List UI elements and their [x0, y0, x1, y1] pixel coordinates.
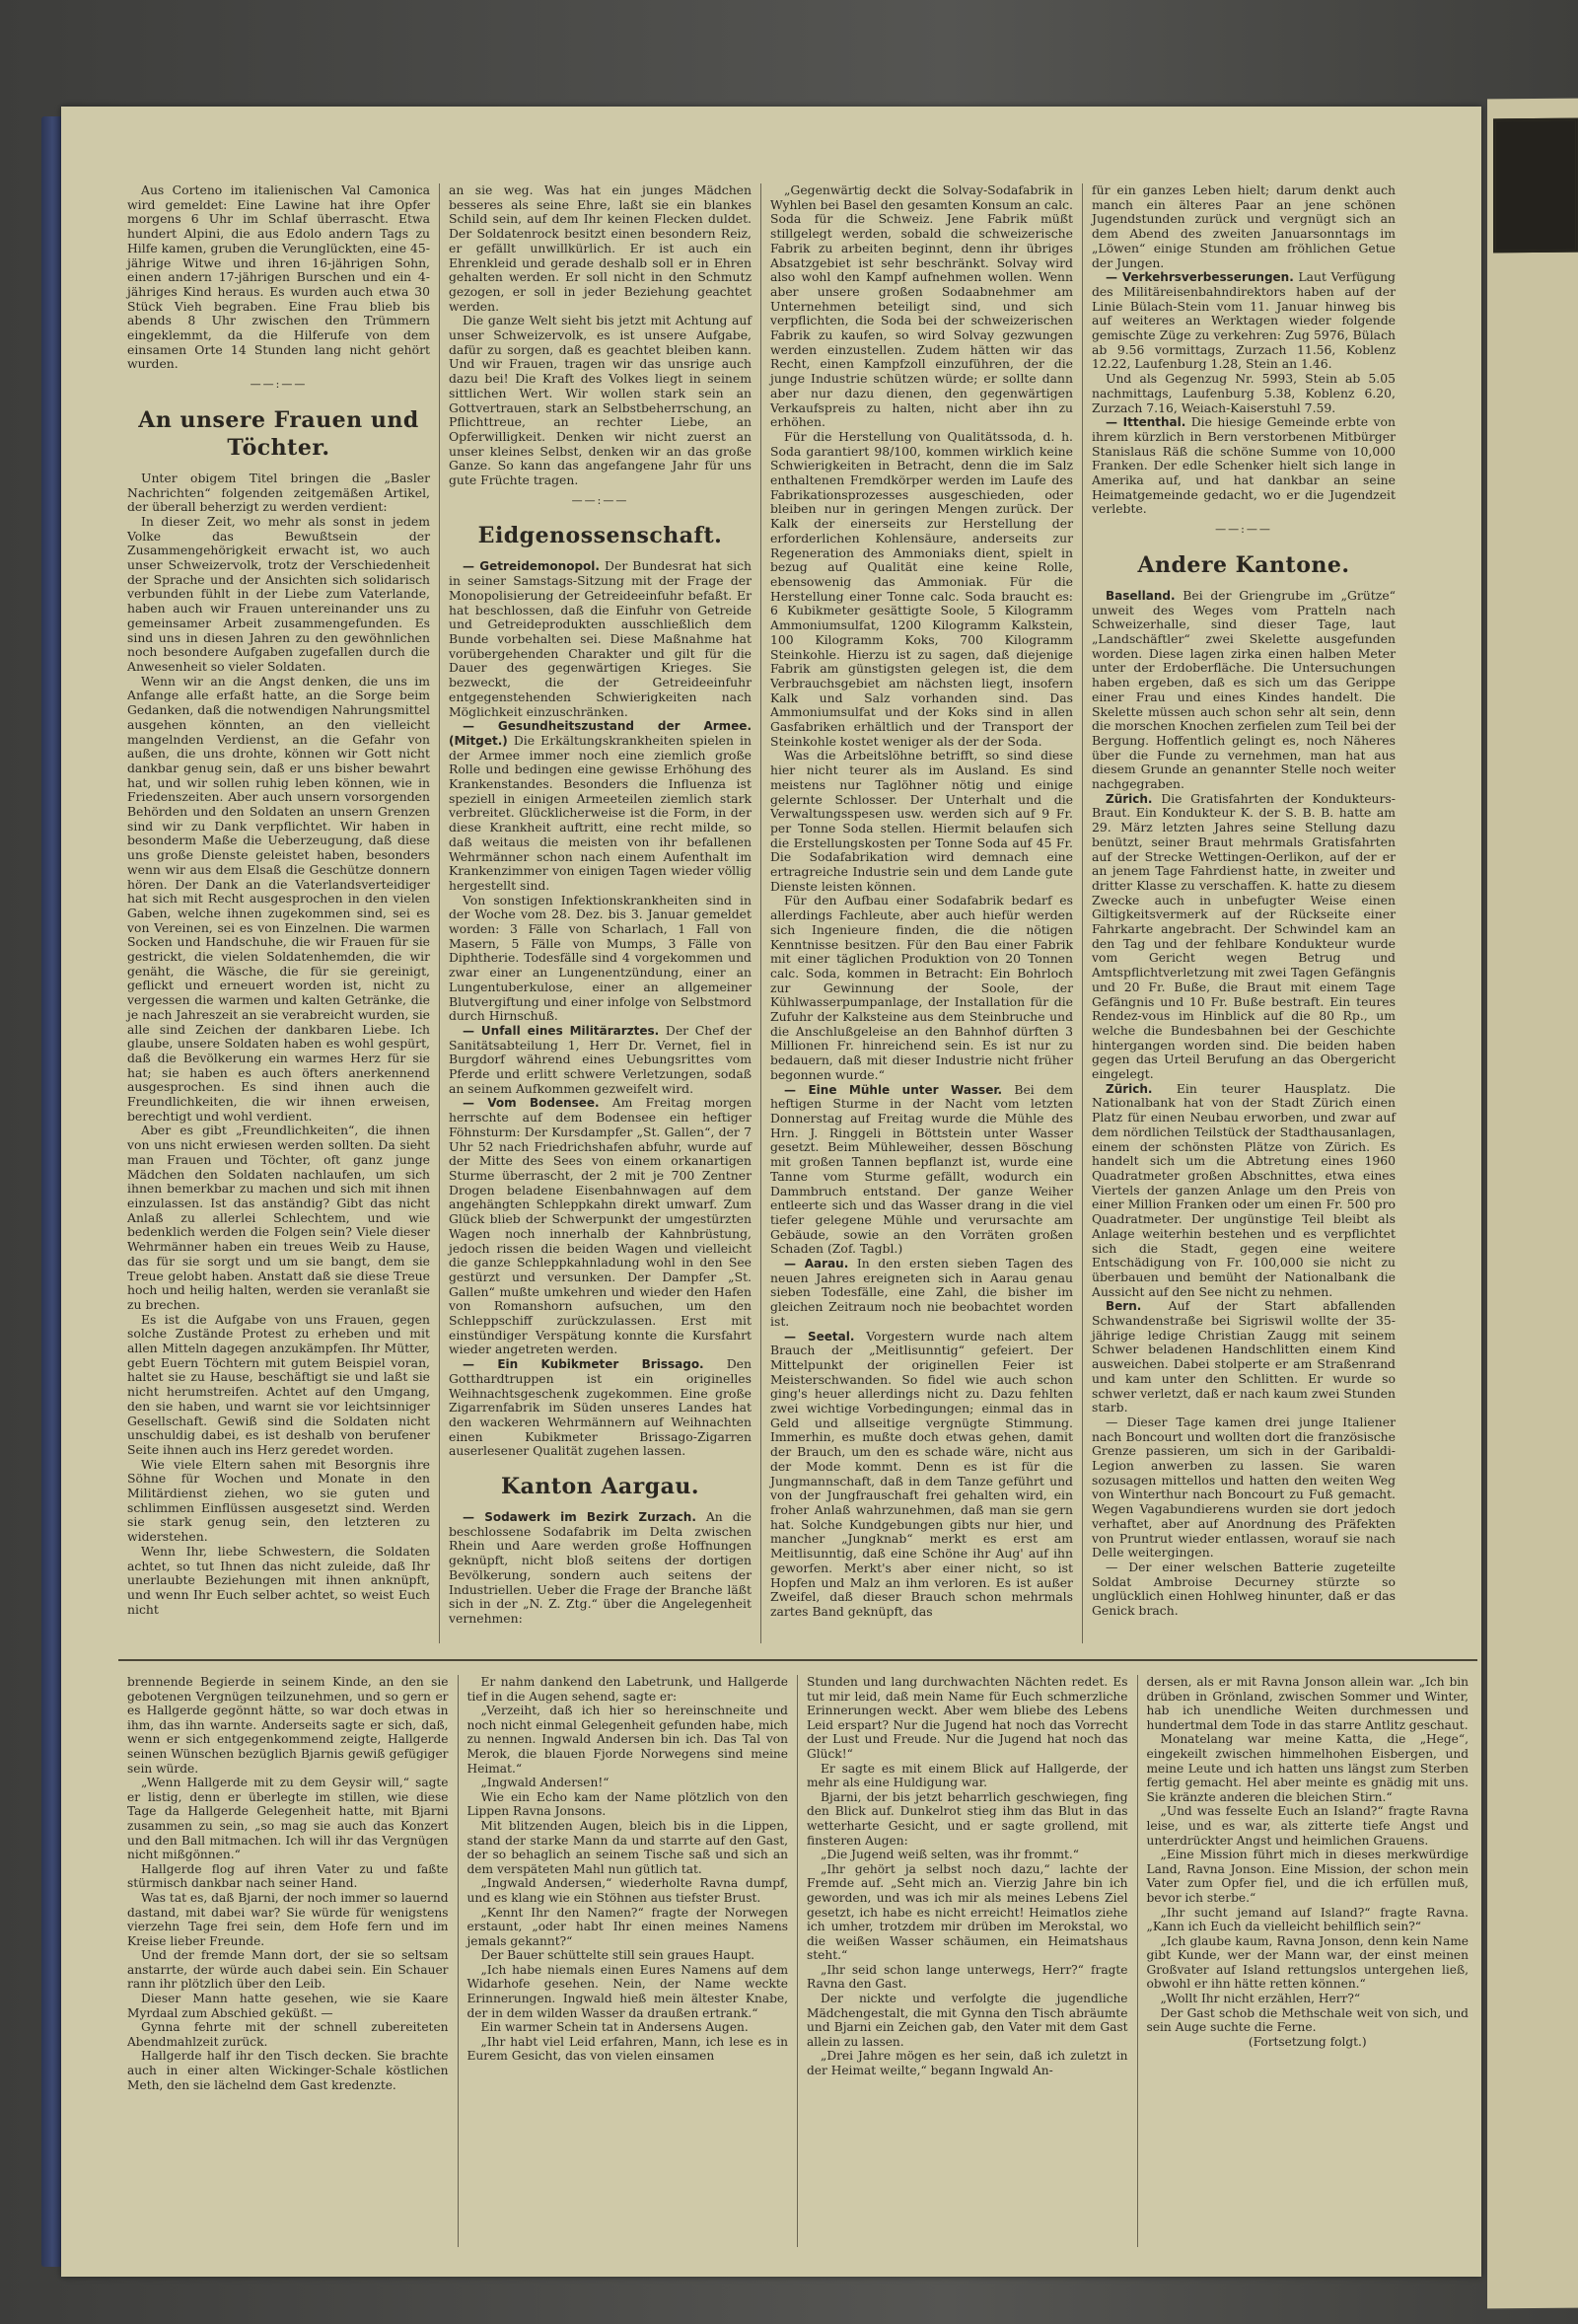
news-item-title: — Eine Mühle unter Wasser.	[784, 1082, 1003, 1097]
paragraph: Hallgerde flog auf ihren Vater zu und faßte stürmisch dankbar nach seiner Hand.	[127, 1861, 449, 1891]
news-item-body: Der Bundesrat hat sich in seiner Samstags-Sitzung mit der Frage der Monopolisierung der Getreideeinfuhr befaßt. Er hat beschlossen, daß die Einfuhr von Getreide und Getreideprodukten ausschließlich dem Bunde vorbehalten sei. Diese Maßnahme hat vorübergehenden Charakter und gilt für die Dauer des gegenwärtigen Krieges. Sie bezweckt, die der Getreideeinfuhr entgegenstehenden Schwierigkeiten nach Möglichkeit einzuschränken.	[449, 558, 752, 719]
news-item-body: Ein teurer Hausplatz. Die Nationalbank hat von der Stadt Zürich einen Platz für einen Neubau erworben, und zwar auf dem nördlichen Teilstück der Stadthausanlagen, einem der schönsten Plätze von Zürich. Es handelt sich um die Abtretung eines 1960 Quadratmeter großen Abschnittes, etwa eines Viertels der ganzen Anlage um den Preis von einer Million Franken oder um einen Fr. 500 pro Quadratmeter. Der ungünstige Teil bleibt als Anlage weiterhin bestehen und es verpflichtet sich die Stadt, gegen eine weitere Entschädigung von Fr. 100,000 sie nicht zu überbauen und bemüht der Nationalbank die Aussicht auf den See nicht zu nehmen.	[1092, 1080, 1396, 1299]
paragraph: Ein warmer Schein tat in Andersens Augen.	[480, 2020, 749, 2035]
news-item	[1092, 792, 1396, 1082]
news-item	[449, 1096, 752, 1357]
paragraph: „Wenn Hallgerde mit zu dem Geysir will,“ sagte er listig, denn er überlegte im stillen, wie diese Tage da Hallgerde Gelegenheit hatte, mit Bjarni zusammen zu sein, „so mag sie auch das Konzert und den Ball mitmachen. Ich will ihr das Vergnügen nicht mißgönnen.“	[127, 1776, 449, 1862]
news-item-title: — Seetal.	[784, 1329, 855, 1344]
news-item-body: Die hiesige Gemeinde erbte von ihrem kürzlich in Bern verstorbenen Mitbürger Stanislaus Räß die schöne Summe von 10,000 Franken. Der edle Schenker hielt sich lange in Amerika auf, und hat dankbar an seine Heimatgemeinde gedacht, wo er die Jugendzeit verlebte.	[1092, 414, 1396, 517]
news-item-title: Baselland.	[1106, 588, 1176, 603]
column-4	[1083, 183, 1404, 1643]
paragraph: Und als Gegenzug Nr. 5993, Stein ab 5.05 nachmittags, Laufenburg 5.38, Koblenz 6.20, Zurzach 7.16, Weiach-Kaiserstuhl 7.59.	[1092, 371, 1396, 415]
news-item-body: Der Chef der Sanitätsabteilung 1, Herr Dr. Vernet, fiel in Burgdorf während eines Uebungsrittes vom Pferde und erlitt schwere Verletzungen, sodaß an seinem Aufkommen gezweifelt wird.	[449, 1022, 752, 1096]
paragraph: „Wollt Ihr nicht erzählen, Herr?“	[1160, 1992, 1361, 2006]
feuilleton-column-4	[1138, 1675, 1478, 2247]
paragraph: „Und was fesselte Euch an Island?“ fragte Ravna leise, und es war, als zitterte tiefe Angst und unterdrückter Angst und heimlichen Grauens.	[1146, 1804, 1469, 1848]
news-item	[1092, 270, 1396, 372]
news-item	[1092, 1299, 1396, 1416]
paragraph: Von sonstigen Infektionskrankheiten sind in der Woche vom 28. Dez. bis 3. Januar gemeldet worden: 3 Fälle von Scharlach, 1 Fall von Masern, 5 Fälle von Mumps, 3 Fälle von Diphtherie. Todesfälle sind 4 vorgekommen und zwar einer an Lungenentzündung, einer an Lungentuberkulose, einer an allgemeiner Blutvergiftung und einer infolge von Selbstmord durch Hirnschuß.	[449, 892, 752, 1024]
article-headline: An unsere Frauen und Töchter.	[138, 406, 419, 461]
paragraph: — Dieser Tage kamen drei junge Italiener nach Boncourt und wollten dort die französische Grenze passieren, um sich in der Garibaldi-Legion anwerben zu lassen. Sie waren sozusagen mittellos und hatten den weiten Weg von Winterthur nach Boncourt zu Fuß gemacht. Wegen Vagabundierens wurden sie dort jedoch verhaftet, aber auf Anordnung des Präfekten von Pruntrut wieder entlassen, worauf sie nach Delle weitergingen.	[1092, 1414, 1396, 1561]
paragraph: Aber es gibt „Freundlichkeiten“, die ihnen von uns nicht erwiesen werden sollten. Da sieht man Frauen und Töchter, oft ganz junge Mädchen den Soldaten nachlaufen, um sich ihnen bemerkbar zu machen und sich mit ihnen einzulassen. Ist das anständig? Gibt das nicht Anlaß zu allerlei Schlechtem, und wie bedenklich werden die Folgen sein? Viele dieser Wehrmänner haben ein treues Weib zu Hause, das für sie sorgt und um sie bangt, dem sie Treue gelobt haben. Anstatt daß sie diese Treue hoch und heilig halten, werden sie veranlaßt sie zu brechen.	[127, 1123, 430, 1312]
paragraph: Er nahm dankend den Labetrunk, und Hallgerde tief in die Augen sehend, sagte er:	[466, 1675, 788, 1704]
paragraph: — Der einer welschen Batterie zugeteilte Soldat Ambroise Decurney stürzte so unglücklich einen Hohlweg hinunter, daß er das Genick brach.	[1092, 1559, 1396, 1619]
feuilleton-section	[118, 1675, 1477, 2247]
news-item-body: Vorgestern wurde nach altem Brauch der „Meitlisunntig“ gefeiert. Der Mittelpunkt der originellen Feier ist Meisterschwanden. So fidel wie auch schon ging's heuer allerdings nicht zu. Dazu fehlten zwei wichtige Vorbedingungen; einmal das in Geld und allseitige vergnügte Stimmung. Immerhin, es mußte doch etwas gehen, damit der Brauch, um den es schade wäre, nicht aus der Mode kommt. Denn es ist für die Jungmannschaft, daß in dem Tanze geführt und von der Jungfrauschaft frei gehalten wird, ein froher Anlaß wahrzunehmen, daß man sie gern hat. Solche Kundgebungen gibts nur hier, und mancher „Jungknab“ merkt es erst am Meitlisunntig, daß eine Schöne ihr Aug' auf ihn geworfen. Merkt's aber einer nicht, so ist Hopfen und Malz an ihm verloren. Es ist außer Zweifel, daß dieser Brauch schon mehrmals zartes Band geknüpft, das	[770, 1328, 1073, 1619]
news-item-body: Laut Verfügung des Militäreisenbahndirektors haben auf der Linie Bülach-Stein vom 11. Januar hinweg bis auf weiteres an Werktagen wieder folgende gemischte Züge zu verkehren: Zug 5976, Bülach ab 9.56 vormittags, Zurzach 11.56, Koblenz 12.22, Laufenburg 1.28, Stein an 1.46.	[1092, 269, 1396, 372]
paragraph: „Verzeiht, daß ich hier so hereinschneite und noch nicht einmal Gelegenheit gefunden habe, mich zu nennen. Ingwald Andersen bin ich. Das Tal von Merok, die blauen Fjorde Norwegens sind meine Heimat.“	[466, 1704, 788, 1776]
paragraph: „Gegenwärtig deckt die Solvay-Sodafabrik in Wyhlen bei Basel den gesamten Konsum an calc. Soda für die Schweiz. Jene Fabrik müßt stillgelegt werden, sobald die schweizerische Fabrik zu arbeiten beginnt, denn ihr übriges Absatzgebiet ist sehr beschränkt. Solvay wird also wohl den Kampf aufnehmen wollen. Wenn aber unsere großen Sodaabnehmer am Unternehmen beteiligt sind, und sich verpflichten, die Soda bei der schweizerischen Fabrik zu kaufen, so wird Solvay gezwungen werden einzustellen. Zudem hätten wir das Recht, einen Kampfzoll einzuführen, der die junge Industrie schützen würde; er sollte dann aber nur dazu dienen, den gegenwärtigen Verkaufspreis zu halten, nicht aber ihn zu erhöhen.	[770, 183, 1073, 430]
section-separator: ——:——	[250, 378, 308, 392]
news-item	[1092, 1082, 1396, 1300]
news-item-body: Bei dem heftigen Sturme in der Nacht vom letzten Donnerstag auf Freitag wurde die Mühle des Hrn. J. Ringgeli in Böttstein unter Wasser gesetzt. Beim Mühleweiher, dessen Böschung mit großen Tannen bepflanzt ist, wurde eine Tanne vom Sturme gefällt, wodurch ein Dammbruch entstand. Der ganze Weiher entleerte sich und das Wasser drang in die viel tiefer gelegene Mühle und verursachte am Gebäude, sowie an den Vorräten großen Schaden (Zof. Tagbl.)	[770, 1081, 1073, 1257]
news-item	[449, 1510, 752, 1627]
paragraph: Dieser Mann hatte gesehen, wie sie Kaare Myrdaal zum Abschied geküßt. —	[127, 1992, 449, 2020]
news-item-title: — Unfall eines Militärarztes.	[463, 1023, 660, 1038]
newspaper-page	[61, 107, 1481, 2277]
paragraph: „Ihr sucht jemand auf Island?“ fragte Ravna. „Kann ich Euch da vielleicht behilflich sein?“	[1146, 1905, 1469, 1934]
paragraph: Wenn Ihr, liebe Schwestern, die Soldaten achtet, so tut Ihnen das nicht zuleide, daß Ihr unerlaubte Beziehungen mit ihnen anknüpft, und wenn Ihr Euch selber achtet, so weist Euch nicht	[127, 1543, 430, 1617]
paragraph: „Ihr habt viel Leid erfahren, Mann, ich lese es in Eurem Gesicht, das von vielen einsamen	[466, 2034, 788, 2064]
paragraph: Die ganze Welt sieht bis jetzt mit Achtung auf unser Schweizervolk, es ist unsere Aufgabe, dafür zu sorgen, daß es geachtet bleiben kann. Und wir Frauen, tragen wir das unsrige auch dazu bei! Die Kraft des Volkes liegt in seinem sittlichen Wert. Wir wollen stark sein an Gottvertrauen, stark an Selbstbeherrschung, an Pflichttreue, an rechter Liebe, an Opferwilligkeit. Denken wir nicht zuerst an unser kleines Selbst, denken wir an das große Ganze. So kann das angefangene Jahr für uns gute Früchte tragen.	[449, 313, 752, 488]
news-item-title: — Verkehrsverbesserungen.	[1106, 270, 1294, 285]
paragraph: Für den Aufbau einer Sodafabrik bedarf es allerdings Fachleute, aber auch hiefür werden sich Ingenieure finden, die die nötigen Kenntnisse besitzen. Für den Bau einer Fabrik mit einer täglichen Produktion von 20 Tonnen calc. Soda, kommen in Betracht: Ein Bohrloch zur Gewinnung der Soole, der Kühlwasserpumpanlage, der Installation für die Zufuhr der Kalksteine aus dem Steinbruche und die Anschlußgeleise an den Bahnhof dürften 3 Millionen Fr. hinreichend sein. Es ist nur zu bedauern, daß mit dieser Industrie nicht früher begonnen wurde.“	[770, 893, 1073, 1082]
adjacent-page-ad	[1493, 118, 1578, 254]
news-item-body: Auf der Start abfallenden Schwandenstraße bei Sigriswil wollte der 35-jährige ledige Christian Zaugg mit seinem Schwer beladenen Handschlitten einem Kind ausweichen. Dabei stolperte er am Straßenrand und kam unter den Schlitten. Er wurde so schwer verletzt, daß er nach kaum zwei Stunden starb.	[1092, 1298, 1396, 1416]
section-headline: Eidgenossenschaft.	[477, 523, 723, 549]
paragraph: an sie weg. Was hat ein junges Mädchen besseres als seine Ehre, laßt sie ein blankes Schild sein, auf dem Ihr keinen Flecken duldet. Der Soldatenrock besitzt einen besondern Reiz, er gefällt unwillkürlich. Er ist auch ein Ehrenkleid und gerade deshalb soll er in Ehren gehalten werden. Er soll nicht in den Schmutz gezogen, er soll in jeder Beziehung geachtet werden.	[449, 183, 752, 314]
paragraph: Bjarni, der bis jetzt beharrlich geschwiegen, fing den Blick auf. Dunkelrot stieg ihm das Blut in das wetterharte Gesicht, und er sagte grollend, mit finsteren Augen:	[807, 1789, 1128, 1848]
paragraph: Der Gast schob die Methschale weit von sich, und sein Auge suchte die Ferne.	[1146, 2005, 1469, 2035]
section-headline: Andere Kantone.	[1137, 551, 1350, 578]
paragraph: für ein ganzes Leben hielt; darum denkt auch manch ein älteres Paar an jene schönen Jugendstunden zurück und vergnügt sich an dem Abend des zweiten Januarsonntags im „Löwen“ einige Stunden am fröhlichen Getue der Jungen.	[1092, 183, 1396, 270]
upper-section	[118, 183, 1477, 1643]
news-item-body: Den Gotthardtruppen ist ein originelles Weihnachtsgeschenk zugekommen. Eine große Zigarrenfabrik im Süden unseres Landes hat den wackeren Wehrmännern auf Weihnachten einen Kubikmeter Brissago-Zigarren auserlesener Qualität zugehen lassen.	[449, 1356, 752, 1459]
paragraph: Wenn wir an die Angst denken, die uns im Anfange alle erfaßt hatte, an die Sorge beim Gedanken, daß die notwendigen Nahrungsmittel ausgehen könnten, an den vielleicht mangelnden Verdienst, an die Gefahr von außen, die uns drohte, können wir Gott nicht dankbar genug sein, daß er uns bisher bewahrt hat, und wir sollen ruhig leben können, wie in Friedenszeiten. Aber auch unsern vorsorgenden Behörden und den Soldaten an unsern Grenzen sind wir zu Dank verpflichtet. Wir haben in besonderm Maße die Ueberzeugung, daß diese uns große Dienste geleistet haben, besonders wenn wir aus dem Elsaß die Geschütze donnern hören. Der Dank an die Vaterlandsverteidiger hat sich mit Recht ausgesprochen in den vielen Gaben, welche ihnen zugekommen sind, sei es von Vereinen, sei es von Einzelnen. Die warmen Socken und Handschuhe, die wir Frauen für sie gestrickt, die vielen Soldatenhemden, die wir genäht, die Wäsche, die für sie gereinigt, geflickt und erneuert worden ist, nicht zu vergessen die warmen und kalten Getränke, die je nach Jahreszeit an sie verabreicht wurden, sie alle sind Zeichen der dankbaren Liebe. Ich glaube, unsere Soldaten haben es wohl gespürt, daß die Bevölkerung ein warmes Herz für sie hat; sie haben es auch öfters anerkennend ausgesprochen. Es sind ihnen auch die Freundlichkeiten, die wir ihnen erweisen, berechtigt und wohl verdient.	[127, 673, 430, 1124]
news-item	[449, 1024, 752, 1097]
paragraph: „Die Jugend weiß selten, was ihr frommt.“	[821, 1848, 1080, 1862]
news-item	[770, 1257, 1073, 1330]
paragraph: In dieser Zeit, wo mehr als sonst in jedem Volke das Bewußtsein der Zusammengehörigkeit erwacht ist, wo auch unser Schweizervolk, trotz der Verschiedenheit der Sprache und der Ansichten sich solidarisch verbunden fühlt in der Liebe zum Vaterlande, haben auch wir Frauen untereinander uns zu gemeinsamer Arbeit zusammengefunden. Es sind uns in diesen Jahren zu den gewöhnlichen noch besondere Aufgaben zugefallen durch die Anwesenheit so vieler Soldaten.	[127, 513, 430, 674]
paragraph: Der nickte und verfolgte die jugendliche Mädchengestalt, die mit Gynna den Tisch abräumte und Bjarni ein Zeichen gab, den Vater mit dem Gast allein zu lassen.	[807, 1992, 1128, 2049]
news-item-title: Bern.	[1106, 1299, 1142, 1314]
news-item	[770, 1083, 1073, 1257]
paragraph: Monatelang war meine Katta, die „Hege“, eingekeilt zwischen himmelhohen Eisbergen, und meine Leute und ich hatten uns längst zum Sterben fertig gemacht. Hel aber meinte es gnädig mit uns. Sie kränzte anderen die bleichen Stirn.“	[1146, 1732, 1469, 1804]
news-item-body: Am Freitag morgen herrschte auf dem Bodensee ein heftiger Föhnsturm: Der Kursdampfer „St. Gallen“, der 7 Uhr 52 nach Friedrichshafen abfuhr, wurde auf der Mitte des Sees von einem orkanartigen Sturme überrascht, der 2 mit je 700 Zentner Drogen beladene Eisenbahnwagen auf dem angehängten Schleppkahn direkt umwarf. Zum Glück blieb der Schwerpunkt der umgestürzten Wagen noch innerhalb der Kahnbrüstung, jedoch rissen die beiden Wagen und vielleicht die ganze Schleppkahnladung wohl in den See gestürzt und versunken. Der Dampfer „St. Gallen“ mußte umkehren und wieder den Hafen von Romanshorn aufsuchen, um den Schleppschiff zurückzulassen. Erst mit einstündiger Verspätung konnte die Kursfahrt wieder angetreten werden.	[449, 1095, 752, 1357]
news-item	[1092, 589, 1396, 792]
news-item-title: — Sodawerk im Bezirk Zurzach.	[463, 1510, 696, 1525]
adjacent-page-text	[1487, 99, 1578, 108]
paragraph: Der Bauer schüttelte still sein graues Haupt.	[480, 1948, 755, 1963]
news-item	[449, 559, 752, 719]
paragraph: „Ingwald Andersen,“ wiederholte Ravna dumpf, und es klang wie ein Stöhnen aus tiefster Brust.	[466, 1876, 788, 1905]
column-1	[118, 183, 440, 1643]
paragraph: Gynna fehrte mit der schnell zubereiteten Abendmahlzeit zurück.	[127, 2020, 449, 2049]
paragraph: Wie viele Eltern sahen mit Besorgnis ihre Söhne für Wochen und Monate in den Militärdienst ziehen, wo sie guten und schlimmen Einflüssen ausgesetzt sind. Werden sie stark genug sein, den letzteren zu widerstehen.	[127, 1456, 430, 1545]
news-item-title: — Ittenthal.	[1106, 415, 1186, 430]
section-separator: ——:——	[1215, 523, 1272, 537]
feuilleton-column-1	[118, 1675, 459, 2247]
section-separator: ——:——	[571, 493, 629, 507]
news-item-title: Zürich.	[1106, 791, 1153, 806]
paragraph: Unter obigem Titel bringen die „Basler Nachrichten“ folgenden zeitgemäßen Artikel, der überall beherzigt zu werden verdient:	[127, 470, 430, 515]
feuilleton-column-3	[798, 1675, 1138, 2247]
paragraph: Für die Herstellung von Qualitätssoda, d. h. Soda garantiert 98/100, kommen wirklich keine Schwierigkeiten in Betracht, denn die im Salz enthaltenen Fremdkörper werden im Laufe des Fabrikationsprozesses ausgeschieden, oder bleiben nur in geringen Mengen zurück. Der Kalk der einerseits zur Herstellung der erforderlichen Kohlensäure, anderseits zur Regeneration des Ammoniaks dient, spielt in bezug auf Qualität eine keine Rolle, ebensowenig das Ammoniak. Für die Herstellung einer Tonne calc. Soda braucht es: 6 Kubikmeter gesättigte Soole, 5 Kilogramm Ammoniumsulfat, 1200 Kilogramm Kalkstein, 100 Kilogramm Koks, 700 Kilogramm Steinkohle. Hierzu ist zu sagen, daß diejenige Fabrik am günstigsten gelegen ist, die dem Verbrauchsgebiet am nächsten liegt, insofern Kalk und Salz vorhanden sind. Das Ammoniumsulfat und der Koks sind in allen Gasfabriken erhältlich und der Transport der Steinkohle kostet weniger als der der Soda.	[770, 428, 1073, 749]
paragraph: Hallgerde half ihr den Tisch decken. Sie brachte auch in einer alten Wickinger-Schale köstlichen Meth, den sie lächelnd dem Gast kredenzte.	[127, 2049, 449, 2092]
paragraph: Stunden und lang durchwachten Nächten redet. Es tut mir leid, daß mein Name für Euch schmerzliche Erinnerungen weckt. Aber wem bliebe des Lebens Leid erspart? Nur die Jugend hat noch das Vorrecht der Lust und Freude. Nur die Jugend hat noch das Glück!“	[807, 1675, 1128, 1761]
paragraph: „Ich glaube kaum, Ravna Jonson, denn kein Name gibt Kunde, wer der Mann war, der einst meinen Großvater auf Island rettungslos untergehen ließ, obwohl er ihn hätte retten können.“	[1146, 1933, 1469, 1992]
paragraph: dersen, als er mit Ravna Jonson allein war. „Ich bin drüben in Grönland, zwischen Sommer und Winter, hab ich unendliche Weiten durchmessen und hundertmal dem Tode in das starre Antlitz geschaut.	[1146, 1675, 1469, 1732]
news-item	[770, 1330, 1073, 1620]
news-item-body: Die Gratisfahrten der Kondukteurs-Braut. Ein Kondukteur K. der S. B. B. hatte am 29. März letzten Jahres seine Stellung dazu benützt, seiner Braut mehrmals Gratisfahrten auf der Strecke Wettingen-Oerlikon, auf der er an jenem Tage Fahrdienst hatte, in zweiter und dritter Klasse zu verschaffen. K. hatte zu diesem Zwecke auch in unbefugter Weise einen Giltigkeitsvermerk auf der Rückseite einer Fahrkarte angebracht. Der Schwindel kam an den Tag und der fehlbare Kondukteur wurde vom Gericht wegen Betrug und Amtspflichtverletzung mit zwei Tagen Gefängnis und 20 Fr. Buße, die Braut mit einem Tage Gefängnis und 10 Fr. Buße bestraft. Ein teures Rendez-vous im Hinblick auf die 80 Rp., um welche die Bundesbahnen bei der Geschichte hintergangen worden sind. Die beiden haben gegen das Urteil Berufung an das Obergericht eingelegt.	[1092, 790, 1396, 1082]
paragraph: Mit blitzenden Augen, bleich bis in die Lippen, stand der starke Mann da und starrte auf den Gast, der so behaglich an seinem Tische saß und sich an dem verspäteten Mahl nun gütlich tat.	[466, 1818, 788, 1876]
feuilleton-column-2	[459, 1675, 799, 2247]
paragraph: Es ist die Aufgabe von uns Frauen, gegen solche Zustände Protest zu erheben und mit allen Mitteln dagegen anzukämpfen. Ihr Mütter, gebt Euern Töchtern mit gutem Beispiel voran, haltet sie zu Hause, beschäftigt sie und laßt sie nicht herumstreifen. Achtet auf den Umgang, den sie haben, und warnt sie vor leichtsinniger Gesellschaft. Gewiß sind die Soldaten nicht unschuldig dabei, es ist deshalb von berufener Seite ihnen auch ins Herz geredet worden.	[127, 1311, 430, 1457]
paragraph: Was die Arbeitslöhne betrifft, so sind diese hier nicht teurer als im Ausland. Es sind meistens nur Taglöhner nötig und einige gelernte Schlosser. Der Unterhalt und die Verwaltungsspesen usw. werden sich auf 9 Fr. per Tonne Soda stellen. Hiermit belaufen sich die Erstellungskosten per Tonne Soda auf 45 Fr. Die Sodafabrikation wird demnach eine ertragreiche Industrie sein und dem Lande gute Dienste leisten können.	[770, 748, 1073, 894]
news-item	[449, 1357, 752, 1459]
paragraph: „Eine Mission führt mich in dieses merkwürdige Land, Ravna Jonson. Eine Mission, der schon mein Vater zum Opfer fiel, und die ich erfüllen muß, bevor ich sterbe.“	[1146, 1848, 1469, 1905]
paragraph: Wie ein Echo kam der Name plötzlich von den Lippen Ravna Jonsons.	[466, 1789, 788, 1819]
news-item	[1092, 415, 1396, 517]
paragraph: „Drei Jahre mögen es her sein, daß ich zuletzt in der Heimat weilte,“ begann Ingwald An-	[807, 2049, 1128, 2078]
adjacent-page-edge	[1487, 99, 1578, 2309]
news-item-body: Bei der Griengrube im „Grütze“ unweit des Weges vom Pratteln nach Schweizerhalle, sind dieser Tage, laut „Landschäftler“ zwei Skelette ausgefunden worden. Diese lagen zirka einen halben Meter unter der Erdoberfläche. Die Untersuchungen haben ergeben, daß es sich um das Gerippe einer Frau und eines Kindes handelt. Die Skelette müssen auch schon sehr alt sein, denn die morschen Knochen zerfielen zum Teil bei der Bergung. Hoffentlich gelingt es, noch Näheres über die Funde zu vernehmen, man hat aus diesem Grunde an genannter Stelle noch weiter nachgegraben.	[1092, 587, 1396, 792]
paragraph: „Ingwald Andersen!“	[480, 1776, 610, 1790]
news-item-body: An die beschlossene Sodafabrik im Delta zwischen Rhein und Aare werden große Hoffnungen geknüpft, nicht bloß seitens der dortigen Bevölkerung, sondern auch seitens der Industriellen. Ueber die Frage der Branche läßt sich in der „N. Z. Ztg.“ über die Angelegenheit vernehmen:	[449, 1509, 752, 1626]
paragraph: „Ich habe niemals einen Eures Namens auf dem Widarhofe gesehen. Nein, der Name weckte Erinnerungen. Ingwald hieß mein ältester Knabe, der in dem wilden Wasser da draußen ertrank.“	[466, 1962, 788, 2020]
column-3	[761, 183, 1083, 1643]
continuation-note: (Fortsetzung folgt.)	[1248, 2034, 1367, 2049]
news-item-title: — Aarau.	[784, 1257, 849, 1271]
news-item-title: — Gesundheitszustand der Armee. (Mitget.)	[449, 719, 752, 748]
section-headline: Kanton Aargau.	[500, 1474, 700, 1500]
news-item-title: Zürich.	[1106, 1081, 1153, 1096]
paragraph: „Ihr gehört ja selbst noch dazu,“ lachte der Fremde auf. „Seht mich an. Vierzig Jahre bin ich geworden, und was ich mir als meines Lebens Ziel gesetzt, ich habe es nicht erreicht! Heimatlos ziehe ich umher, trotzdem mir drüben im Merokstal, wo die weißen Wasser schäumen, ein Heimatshaus steht.“	[807, 1861, 1128, 1963]
news-item-body: Die Erkältungskrankheiten spielen in der Armee immer noch eine ziemlich große Rolle und bedingen eine gewisse Erhöhung des Krankenstandes. Besonders die Influenza ist speziell in einigen Armeeteilen ziemlich stark verbreitet. Glücklicherweise ist die Form, in der diese Krankheit auftritt, eine recht milde, so daß weitaus die meisten von ihr befallenen Wehrmänner schon nach einem Aufenthalt im Krankenzimmer von einigen Tagen wieder völlig hergestellt sind.	[449, 732, 752, 893]
book-binding	[41, 116, 63, 2267]
news-item-body: In den ersten sieben Tagen des neuen Jahres ereigneten sich in Aarau genau sieben Todesfälle, eine Zahl, die bisher im gleichen Zeitraum noch nie beobachtet worden ist.	[770, 1256, 1073, 1329]
paragraph: Er sagte es mit einem Blick auf Hallgerde, der mehr als eine Huldigung war.	[807, 1761, 1128, 1790]
paragraph: „Kennt Ihr den Namen?“ fragte der Norwegen erstaunt, „oder habt Ihr einen meines Namens jemals gekannt?“	[466, 1905, 788, 1948]
news-item-title: — Getreidemonopol.	[463, 559, 600, 574]
paragraph: brennende Begierde in seinem Kinde, an den sie gebotenen Vergnügen teilzunehmen, und so gern er es Hallgerde gegönnt hätte, so war doch etwas in ihm, das ihn warnte. Anderseits sagte er sich, daß, wenn er sich entgegenkommend zeigte, Hallgerde seinen Wünschen bezüglich Bjarnis gewiß gefügiger sein würde.	[127, 1675, 449, 1776]
paragraph: Aus Corteno im italienischen Val Camonica wird gemeldet: Eine Lawine hat ihre Opfer morgens 6 Uhr im Schlaf überrascht. Etwa hundert Alpini, die aus Edolo andern Tags zu Hilfe kamen, gruben die Verunglückten, eine 45-jährige Witwe und ihren 16-jährigen Sohn, einen andern 17-jährigen Burschen und ein 4-jähriges Kind heraus. Es wurden auch etwa 30 Stück Vieh begraben. Eine Frau blieb bis abends 8 Uhr zwischen den Trümmern eingeklemmt, da die Hilferufe von dem einsamen Orte 14 Stunden lang nicht gehört wurden.	[127, 183, 430, 372]
paragraph: Und der fremde Mann dort, der sie so seltsam anstarrte, der würde auch dabei sein. Ein Schauer rann ihr plötzlich über den Leib.	[127, 1948, 449, 1992]
news-item	[449, 719, 752, 893]
paragraph: „Ihr seid schon lange unterwegs, Herr?“ fragte Ravna den Gast.	[807, 1962, 1128, 1992]
news-item-title: — Vom Bodensee.	[463, 1096, 600, 1111]
column-2	[440, 183, 761, 1643]
paragraph: Was tat es, daß Bjarni, der noch immer so lauernd dastand, mit dabei war? Sie würde für wenigstens vierzehn Tage frei sein, dem Hofe fern und im Kreise lieber Freunde.	[127, 1890, 449, 1948]
news-item-title: — Ein Kubikmeter Brissago.	[463, 1357, 704, 1372]
feuilleton-divider	[118, 1659, 1477, 1661]
